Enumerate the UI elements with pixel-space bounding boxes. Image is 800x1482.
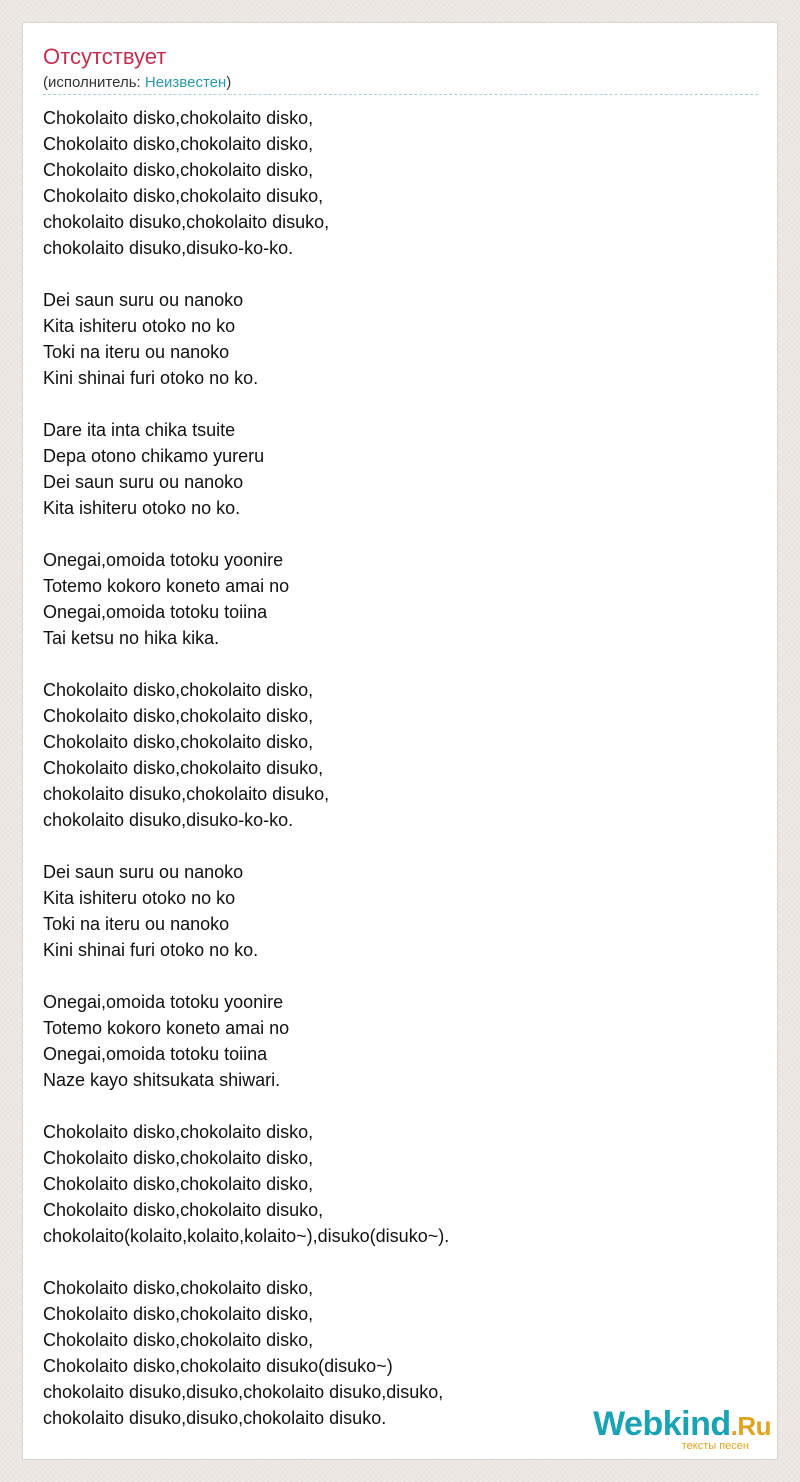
lyrics-line: Dei saun suru ou nanoko (43, 290, 244, 310)
lyrics-line: chokolaito(kolaito,kolaito,kolaito~),disuko(disuko~). (43, 1226, 450, 1246)
lyrics-line: Kini shinai furi otoko no ko. (43, 940, 259, 960)
lyrics-line: Dei saun suru ou nanoko (43, 472, 244, 492)
lyrics-line: chokolaito disuko,disuko-ko-ko. (43, 238, 294, 258)
lyrics-line: Chokolaito disko,chokolaito disko, (43, 1330, 314, 1350)
lyrics-line: Chokolaito disko,chokolaito disko, (43, 1278, 314, 1298)
lyrics-line: Chokolaito disko,chokolaito disko, (43, 1174, 314, 1194)
lyrics-line: Chokolaito disko,chokolaito disuko, (43, 758, 324, 778)
artist-link[interactable]: Неизвестен (144, 74, 227, 91)
lyrics-line: Kini shinai furi otoko no ko. (43, 368, 259, 388)
header-divider (43, 94, 758, 95)
lyrics-line: chokolaito disuko,chokolaito disuko, (43, 212, 330, 232)
lyrics-line: Dare ita inta chika tsuite (43, 420, 236, 440)
lyrics-line: Chokolaito disko,chokolaito disko, (43, 1148, 314, 1168)
lyrics-line: Naze kayo shitsukata shiwari. (43, 1070, 281, 1090)
lyrics-line: Chokolaito disko,chokolaito disuko(disuko~) (43, 1356, 393, 1376)
lyrics-stanza (43, 1119, 758, 1249)
lyrics-line: Dei saun suru ou nanoko (43, 862, 244, 882)
logo-main-text: Webkind (593, 1405, 731, 1443)
lyrics-line: Chokolaito disko,chokolaito disko, (43, 1304, 314, 1324)
lyrics-stanza (43, 547, 758, 651)
logo-wordmark (593, 1407, 771, 1443)
lyrics-stanza (43, 677, 758, 833)
lyrics-line: chokolaito disuko,chokolaito disuko, (43, 784, 330, 804)
site-logo[interactable] (575, 1407, 771, 1453)
lyrics-line: Onegai,omoida totoku toiina (43, 1044, 268, 1064)
lyrics-line: Chokolaito disko,chokolaito disuko, (43, 1200, 324, 1220)
lyrics-line: chokolaito disuko,disuko-ko-ko. (43, 810, 294, 830)
lyrics-stanza (43, 105, 758, 261)
lyrics-line: chokolaito disuko,disuko,chokolaito disuko. (43, 1408, 387, 1428)
lyrics-line: Totemo kokoro koneto amai no (43, 1018, 290, 1038)
lyrics-line: Chokolaito disko,chokolaito disko, (43, 160, 314, 180)
artist-line (43, 73, 231, 93)
lyrics-line: Onegai,omoida totoku yoonire (43, 550, 284, 570)
lyrics-line: chokolaito disuko,disuko,chokolaito disuko,disuko, (43, 1382, 444, 1402)
lyrics-line: Chokolaito disko,chokolaito disko, (43, 680, 314, 700)
lyrics-line: Onegai,omoida totoku yoonire (43, 992, 284, 1012)
lyrics-line: Kita ishiteru otoko no ko (43, 316, 236, 336)
lyrics-line: Chokolaito disko,chokolaito disuko, (43, 186, 324, 206)
lyrics-line: Onegai,omoida totoku toiina (43, 602, 268, 622)
logo-tagline: тексты песен (681, 1440, 749, 1452)
song-title: Отсутствует (43, 44, 167, 69)
artist-suffix: ) (226, 74, 232, 91)
logo-suffix: .Ru (730, 1411, 771, 1441)
lyrics-line: Chokolaito disko,chokolaito disko, (43, 1122, 314, 1142)
artist-prefix: (исполнитель: (43, 74, 145, 91)
lyrics-stanza (43, 287, 758, 391)
lyrics-line: Tai ketsu no hika kika. (43, 628, 220, 648)
lyrics-line: Toki na iteru ou nanoko (43, 342, 230, 362)
lyrics-card (22, 22, 778, 1460)
lyrics-stanza (43, 417, 758, 521)
lyrics-line: Toki na iteru ou nanoko (43, 914, 230, 934)
lyrics-line: Kita ishiteru otoko no ko (43, 888, 236, 908)
lyrics-line: Chokolaito disko,chokolaito disko, (43, 732, 314, 752)
lyrics-line: Chokolaito disko,chokolaito disko, (43, 108, 314, 128)
lyrics-line: Depa otono chikamo yureru (43, 446, 265, 466)
lyrics-stanza (43, 859, 758, 963)
lyrics-body (43, 105, 758, 1431)
lyrics-stanza (43, 989, 758, 1093)
lyrics-line: Totemo kokoro koneto amai no (43, 576, 290, 596)
lyrics-line: Kita ishiteru otoko no ko. (43, 498, 241, 518)
lyrics-line: Chokolaito disko,chokolaito disko, (43, 706, 314, 726)
lyrics-line: Chokolaito disko,chokolaito disko, (43, 134, 314, 154)
